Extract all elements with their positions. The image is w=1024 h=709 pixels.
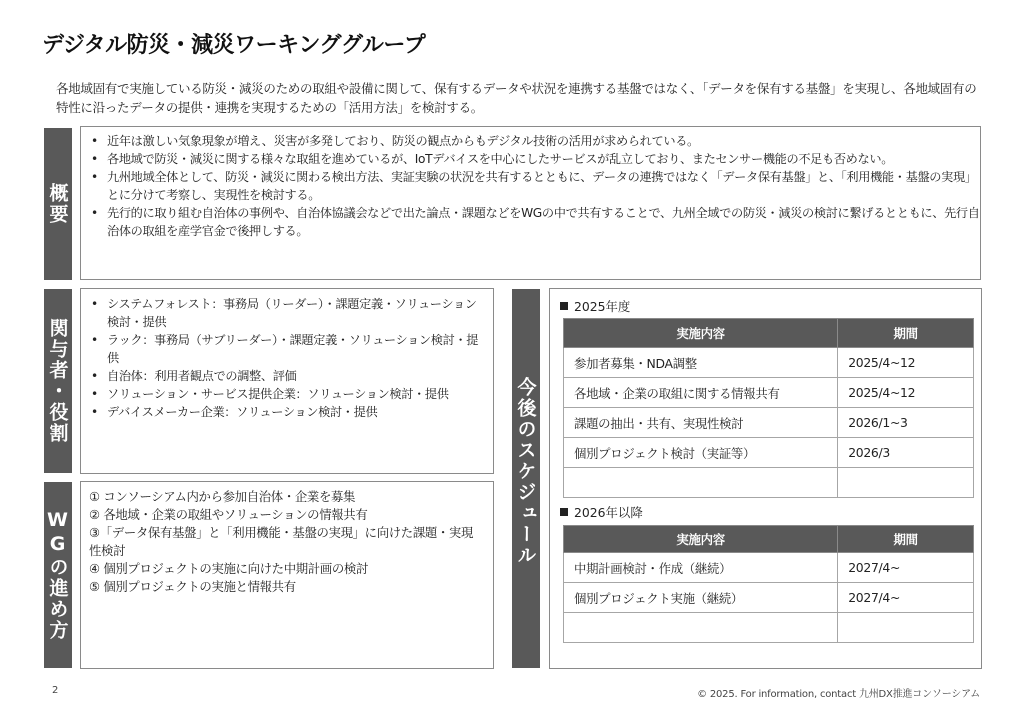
cell-content: 個別プロジェクト実施（継続） <box>564 583 838 613</box>
stakeholders-label <box>44 289 72 473</box>
list-item: ⑤ 個別プロジェクトの実施と情報共有 <box>89 579 296 594</box>
list-item: • 近年は激しい気象現象が増え、災害が多発しており、防災の観点からもデジタル技術の活用が求められている。 <box>107 132 980 150</box>
process-label-text: WGの進め方 <box>46 509 69 641</box>
cell-period: 2025/4~12 <box>838 348 974 378</box>
list-item: • 先行的に取り組む自治体の事例や、自治体協議会などで出た論点・課題などをWGの中で共有することで、九州全域での防災・減災の検討に繋げるとともに、先行自治体の取組を産学官金で後押しする。 <box>107 204 980 240</box>
cell-content: 参加者募集・NDA調整 <box>564 348 838 378</box>
list-item: ② 各地域・企業の取組やソリューションの情報共有 <box>89 507 368 522</box>
cell-content: 個別プロジェクト検討（実証等） <box>564 438 838 468</box>
process-label <box>44 482 72 668</box>
schedule-label <box>512 289 540 668</box>
cell-period <box>838 613 974 643</box>
process-box <box>80 481 494 669</box>
cell-period: 2027/4~ <box>838 553 974 583</box>
list-item: ① コンソーシアム内から参加自治体・企業を募集 <box>89 489 356 504</box>
schedule-label-text: 今後のスケジュール <box>514 377 537 566</box>
schedule-heading-2025 <box>560 297 630 315</box>
cell-content: 中期計画検討・作成（継続） <box>564 553 838 583</box>
col-content-header: 実施内容 <box>564 526 838 553</box>
table-row <box>564 553 974 583</box>
overview-list <box>81 132 980 240</box>
cell-content: 課題の抽出・共有、実現性検討 <box>564 408 838 438</box>
cell-content <box>564 468 838 498</box>
cell-content <box>564 613 838 643</box>
schedule-table-2025 <box>563 318 974 498</box>
table-header-row <box>564 526 974 553</box>
page-number: 2 <box>52 685 59 696</box>
process-list <box>81 488 481 596</box>
cell-content: 各地域・企業の取組に関する情報共有 <box>564 378 838 408</box>
table-row <box>564 613 974 643</box>
list-item: • ソリューション・サービス提供企業：ソリューション検討・提供 <box>107 385 487 403</box>
stakeholders-box <box>80 288 494 474</box>
schedule-heading-2026 <box>560 503 643 521</box>
intro-text: 各地域固有で実施している防災・減災のための取組や設備に関して、保有するデータや状況を連携する基盤ではなく、「データを保有する基盤」を実現し、各地域固有の特性に沿ったデータの提供・連携を実現するための「活用方法」を検討する。 <box>56 81 977 115</box>
cell-period: 2025/4~12 <box>838 378 974 408</box>
overview-box <box>80 126 981 280</box>
table-row <box>564 468 974 498</box>
square-bullet-icon <box>560 508 568 516</box>
page-title: デジタル防災・減災ワーキンググループ <box>42 33 426 58</box>
square-bullet-icon <box>560 302 568 310</box>
list-item: ③「データ保有基盤」と「利用機能・基盤の実現」に向けた課題・実現性検討 <box>89 525 474 558</box>
stakeholders-label-text: 関与者・役割 <box>46 318 69 444</box>
list-item: • 自治体：利用者観点での調整、評価 <box>107 367 487 385</box>
table-row <box>564 378 974 408</box>
list-item: ④ 個別プロジェクトの実施に向けた中期計画の検討 <box>89 561 368 576</box>
cell-period: 2026/3 <box>838 438 974 468</box>
stakeholders-list <box>81 295 487 421</box>
col-period-header: 期間 <box>838 526 974 553</box>
table-row <box>564 408 974 438</box>
list-item: • ラック：事務局（サブリーダー）・課題定義・ソリューション検討・提供 <box>107 331 487 367</box>
table-row <box>564 348 974 378</box>
overview-label <box>44 128 72 280</box>
list-item: • 各地域で防災・減災に関する様々な取組を進めているが、IoTデバイスを中心にしたサービスが乱立しており、またセンサー機能の不足も否めない。 <box>107 150 980 168</box>
list-item: • デバイスメーカー企業：ソリューション検討・提供 <box>107 403 487 421</box>
overview-label-text: 概要 <box>46 183 69 225</box>
list-item: • システムフォレスト：事務局（リーダー）・課題定義・ソリューション検討・提供 <box>107 295 487 331</box>
schedule-heading-text: 2025年度 <box>574 299 631 314</box>
cell-period: 2026/1~3 <box>838 408 974 438</box>
col-period-header: 期間 <box>838 319 974 348</box>
col-content-header: 実施内容 <box>564 319 838 348</box>
table-header-row <box>564 319 974 348</box>
schedule-heading-text: 2026年以降 <box>574 505 643 520</box>
table-row <box>564 438 974 468</box>
cell-period <box>838 468 974 498</box>
cell-period: 2027/4~ <box>838 583 974 613</box>
table-row <box>564 583 974 613</box>
schedule-table-2026 <box>563 525 974 643</box>
footer-copyright: © 2025. For information, contact 九州DX推進コンソーシアム <box>697 689 980 700</box>
schedule-box <box>549 288 982 669</box>
list-item: • 九州地域全体として、防災・減災に関わる検出方法、実証実験の状況を共有するとともに、データの連携ではなく「データ保有基盤」と、「利用機能・基盤の実現」とに分けて考察し、実現性を検討する。 <box>107 168 980 204</box>
